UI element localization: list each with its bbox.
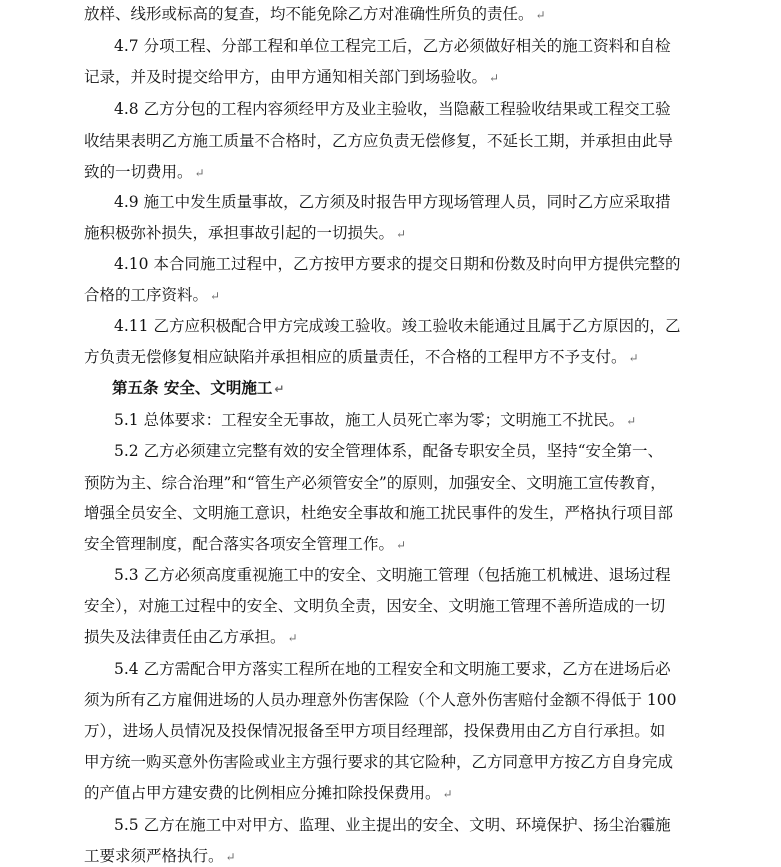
paragraph-mark-icon: ↵ <box>396 538 407 552</box>
text-line: 4.8 乙方分包的工程内容须经甲方及业主验收，当隐蔽工程验收结果或工程交工验 <box>114 100 671 118</box>
text-line: 工要求须严格执行。 ↵ <box>84 847 236 865</box>
paragraph-mark-icon: ↵ <box>287 631 298 645</box>
text-line: 增强全员安全、文明施工意识，杜绝安全事故和施工扰民事件的发生，严格执行项目部 <box>84 504 674 522</box>
text-line: 合格的工序资料。 ↵ <box>84 286 221 304</box>
page-edge <box>769 0 781 856</box>
section-heading: 第五条 安全、文明施工 ↵ <box>112 379 285 397</box>
paragraph-mark-icon: ↵ <box>535 8 546 22</box>
text-line: 安全管理制度，配合落实各项安全管理工作。 ↵ <box>84 535 407 553</box>
text-line: 方负责无偿修复相应缺陷并承担相应的质量责任，不合格的工程甲方不予支付。 ↵ <box>84 348 639 366</box>
text-line: 5.3 乙方必须高度重视施工中的安全、文明施工管理（包括施工机械进、退场过程 <box>114 566 671 584</box>
text-line: 损失及法律责任由乙方承担。 ↵ <box>84 628 298 646</box>
paragraph-mark-icon: ↵ <box>225 850 236 864</box>
text-line: 施积极弥补损失，承担事故引起的一切损失。 ↵ <box>84 224 407 242</box>
paragraph-mark-icon: ↵ <box>396 227 407 241</box>
text-line: 预防为主、综合治理”和“管生产必须管安全”的原则，加强安全、文明施工宣传教育， <box>84 474 666 492</box>
text-line: 5.4 乙方需配合甲方落实工程所在地的工程安全和文明施工要求，乙方在进场后必 <box>114 660 671 678</box>
paragraph-mark-icon: ↵ <box>489 71 500 85</box>
text-line: 万），进场人员情况及投保情况报备至甲方项目经理部，投保费用由乙方自行承担。如 <box>84 722 666 740</box>
text-line: 4.11 乙方应积极配合甲方完成竣工验收。竣工验收未能通过且属于乙方原因的，乙 <box>114 317 681 335</box>
text-line: 致的一切费用。 ↵ <box>84 163 205 181</box>
text-line: 收结果表明乙方施工质量不合格时，乙方应负责无偿修复，不延长工期，并承担由此导 <box>84 132 674 150</box>
paragraph-mark-icon: ↵ <box>442 787 453 801</box>
text-line: 须为所有乙方雇佣进场的人员办理意外伤害保险（个人意外伤害赔付金额不得低于 100 <box>84 691 677 709</box>
text-line: 5.2 乙方必须建立完整有效的安全管理体系，配备专职安全员，坚持“安全第一、 <box>114 442 664 460</box>
paragraph-mark-icon: ↵ <box>274 382 285 396</box>
text-line: 4.9 施工中发生质量事故，乙方须及时报告甲方现场管理人员，同时乙方应采取措 <box>114 193 671 211</box>
paragraph-mark-icon: ↵ <box>210 289 221 303</box>
paragraph-mark-icon: ↵ <box>628 351 639 365</box>
text-line: 甲方统一购买意外伤害险或业主方强行要求的其它险种，乙方同意甲方按乙方自身完成 <box>84 753 674 771</box>
text-line: 4.10 本合同施工过程中，乙方按甲方要求的提交日期和份数及时向甲方提供完整的 <box>114 255 681 273</box>
text-line: 5.5 乙方在施工中对甲方、监理、业主提出的安全、文明、环境保护、扬尘治霾施 <box>114 816 671 834</box>
text-line: 5.1 总体要求：工程安全无事故，施工人员死亡率为零；文明施工不扰民。 ↵ <box>114 411 637 429</box>
text-line: 4.7 分项工程、分部工程和单位工程完工后，乙方必须做好相关的施工资料和自检 <box>114 37 671 55</box>
text-line: 的产值占甲方建安费的比例相应分摊扣除投保费用。 ↵ <box>84 784 453 802</box>
paragraph-mark-icon: ↵ <box>194 166 205 180</box>
text-line: 安全），对施工过程中的安全、文明负全责，因安全、文明施工管理不善所造成的一切 <box>84 597 666 615</box>
text-line: 记录，并及时提交给甲方，由甲方通知相关部门到场验收。 ↵ <box>84 68 500 86</box>
text-line: 放样、线形或标高的复查，均不能免除乙方对准确性所负的责任。 ↵ <box>84 5 546 23</box>
paragraph-mark-icon: ↵ <box>626 414 637 428</box>
